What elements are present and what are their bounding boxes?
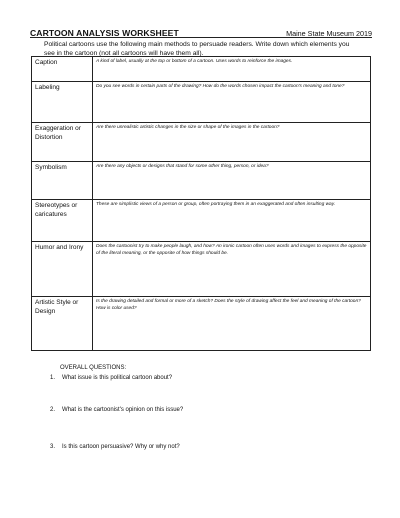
analysis-table	[31, 56, 371, 351]
overall-questions-heading: OVERALL QUESTIONS:	[60, 365, 127, 371]
table-row	[32, 200, 371, 242]
row-label-exaggeration: Exaggeration or Distortion	[32, 123, 93, 162]
table-row	[32, 242, 371, 297]
question-text: What is the cartoonist's opinion on this issue?	[62, 407, 184, 413]
row-label-symbolism: Symbolism	[32, 162, 93, 200]
row-label-labeling: Labeling	[32, 82, 93, 123]
question-text: Is this cartoon persuasive? Why or why not?	[62, 444, 180, 450]
museum-credit: Maine State Museum 2019	[286, 29, 372, 38]
row-desc-caption[interactable]: A kind of label, usually at the top or bottom of a cartoon. Uses words to reinforce the images.	[93, 57, 371, 82]
question-number: 2.	[50, 407, 56, 413]
question-2	[50, 407, 183, 413]
question-number: 3.	[50, 444, 56, 450]
worksheet-title: CARTOON ANALYSIS WORKSHEET	[30, 28, 179, 38]
row-desc-humor[interactable]: Does the cartoonist try to make people laugh, and how? An ironic cartoon often uses words and images to express the opposite of the literal meaning, or the opposite of how things should be.	[93, 242, 371, 297]
row-desc-exaggeration[interactable]: Are there unrealistic artistic changes in the size or shape of the images in the cartoon?	[93, 123, 371, 162]
row-desc-labeling[interactable]: Do you see words in certain parts of the drawing? How do the words chosen impact the cartoon's meaning and tone?	[93, 82, 371, 123]
row-desc-artistic-style[interactable]: Is the drawing detailed and formal or more of a sketch? Does the style of drawing affect the feel and meaning of the cartoon? How is color used?	[93, 297, 371, 351]
question-1	[50, 375, 172, 381]
table-row	[32, 123, 371, 162]
row-label-artistic-style: Artistic Style or Design	[32, 297, 93, 351]
title-underline	[30, 37, 372, 38]
question-number: 1.	[50, 375, 56, 381]
row-desc-symbolism[interactable]: Are there any objects or designs that stand for some other thing, person, or idea?	[93, 162, 371, 200]
table-row	[32, 297, 371, 351]
question-text: What issue is this political cartoon about?	[62, 375, 173, 381]
intro-text: Political cartoons use the following main methods to persuade readers. Write down which elements you see in the cartoon (not all cartoons will have them all).	[44, 41, 350, 57]
row-label-humor: Humor and Irony	[32, 242, 93, 297]
row-label-stereotypes: Stereotypes or caricatures	[32, 200, 93, 242]
row-label-caption: Caption	[32, 57, 93, 82]
table-row	[32, 162, 371, 200]
question-3	[50, 444, 180, 450]
row-desc-stereotypes[interactable]: These are simplistic views of a person or group, often portraying them in an exaggerated and often insulting way.	[93, 200, 371, 242]
table-row	[32, 82, 371, 123]
table-row	[32, 57, 371, 82]
